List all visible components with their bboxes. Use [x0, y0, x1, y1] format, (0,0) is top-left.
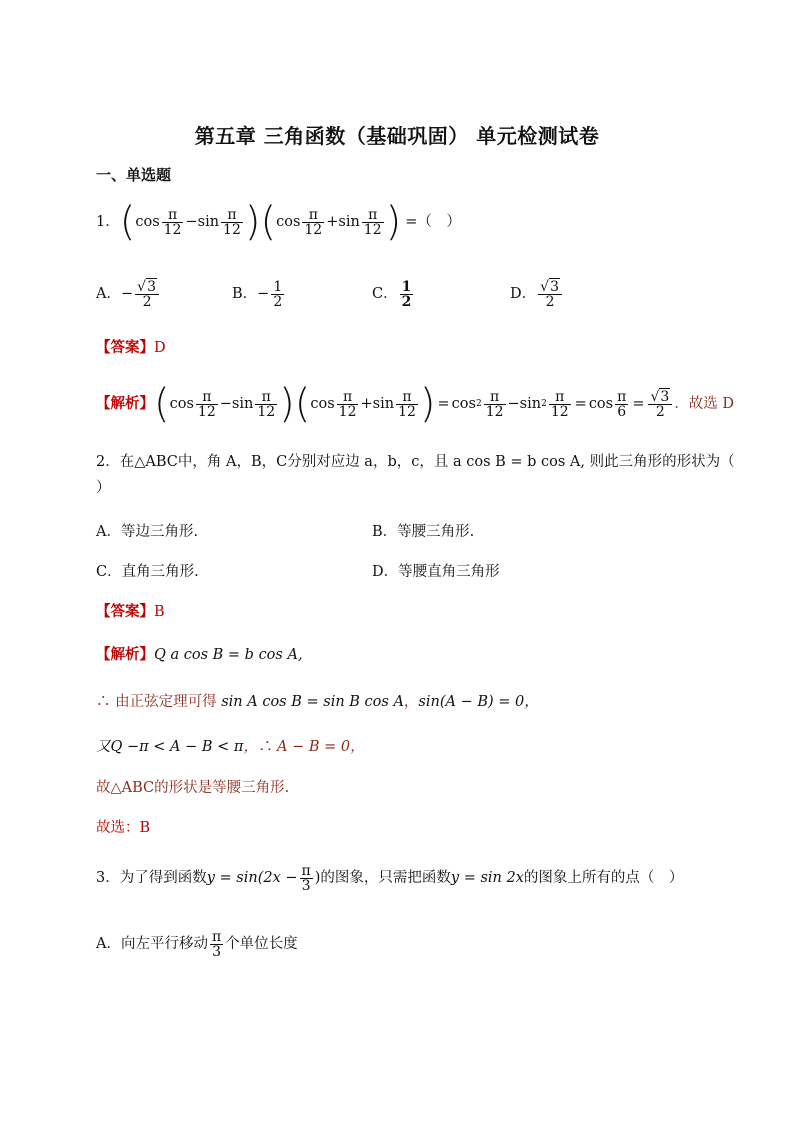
fraction: $\frac{\pi}{12}$ — [197, 388, 216, 420]
answer-value: B — [154, 604, 165, 620]
analysis-tag: 【解析】 — [96, 646, 154, 663]
question-2-stem: 2．在△ABC中，角 A，B，C分别对应边 a，b，c，且 a cos B = b cos A, 则此三角形的形状为（ — [96, 454, 735, 470]
square: 2 — [541, 399, 547, 409]
paren-open: ( — [154, 381, 170, 427]
option-c: C．直角三角形. — [96, 564, 199, 580]
fraction: $\frac{\pi}{12}$ — [550, 388, 569, 420]
fraction: $\frac{\pi}{12}$ — [304, 206, 323, 238]
answer-tag: 【答案】 — [96, 603, 154, 620]
paren-close: ) — [244, 199, 261, 245]
equals-blank: =（ ） — [405, 214, 461, 230]
square: 2 — [475, 399, 482, 409]
analysis-math: ，∴ A − B = 0， — [243, 739, 365, 755]
analysis-line — [96, 382, 734, 426]
option-d: D．等腰直角三角形 — [372, 564, 500, 580]
answer-line — [96, 338, 166, 358]
fraction: $\frac{\pi}{12}$ — [338, 388, 357, 420]
question-1 — [96, 200, 461, 244]
cos-text: cos — [169, 396, 194, 412]
stem-text: )的图象，只需把函数 — [314, 870, 451, 886]
stem-math: y = sin(2x − — [206, 870, 298, 886]
fraction: $\frac{√3}{2}$ — [135, 280, 159, 309]
fraction: $\frac{\pi}{12}$ — [257, 388, 276, 420]
option-d — [510, 274, 564, 314]
stem-math: y = sin 2x — [450, 870, 524, 886]
option-b — [232, 274, 286, 314]
option-label: C． — [372, 286, 398, 302]
fraction: $\frac{\pi}{12}$ — [363, 206, 382, 238]
analysis-line-4: 故△ABC的形状是等腰三角形. — [96, 780, 290, 796]
sin-text: sin — [372, 396, 395, 412]
plus: + — [360, 396, 373, 412]
paren-close: ) — [279, 381, 295, 427]
option-label: A．向左平行移动 — [96, 936, 208, 952]
paren-close: ) — [419, 381, 436, 427]
question-3-stem — [96, 858, 683, 898]
equals: = — [632, 396, 645, 412]
fraction: $\frac{1}{2}$ — [273, 278, 283, 310]
conclusion: ．故选 D — [674, 396, 735, 412]
sin-text: sin — [519, 396, 542, 412]
fraction: $\frac{\pi}{12}$ — [163, 206, 182, 238]
stem-text: 的图象上所有的点（ ） — [523, 870, 684, 886]
analysis-text: Q a cos B = b cos A, — [154, 647, 303, 663]
page-title: 第五章 三角函数（基础巩固） 单元检测试卷 — [194, 124, 600, 148]
option-b: B．等腰三角形. — [372, 524, 475, 540]
cos-text: cos — [588, 396, 614, 412]
paren-open: ( — [260, 199, 277, 245]
answer-value: D — [154, 340, 166, 356]
analysis-line-3 — [96, 737, 365, 757]
analysis-math: sin A cos B = sin B cos A — [216, 694, 404, 710]
question-2-stem-cont: ） — [96, 480, 111, 496]
fraction: $\frac{√3}{2}$ — [648, 390, 672, 419]
fraction: $\frac{1}{2}$ — [401, 278, 412, 310]
cos-text: cos — [276, 214, 301, 230]
minus: − — [219, 396, 232, 412]
option-label: D． — [510, 286, 537, 302]
analysis-math: sin(A − B) = 0， — [418, 694, 539, 710]
analysis-text: ∴ 由正弦定理可得 — [96, 694, 217, 710]
analysis-tag: 【解析】 — [96, 395, 154, 412]
analysis-line-2 — [96, 692, 539, 712]
fraction: $\frac{\pi}{12}$ — [485, 388, 504, 420]
sign: − — [257, 286, 270, 302]
equals: = — [437, 396, 450, 412]
fraction: $\frac{\pi}{6}$ — [617, 388, 627, 420]
fraction: $\frac{\pi}{3}$ — [211, 928, 222, 960]
option-label: A． — [96, 286, 121, 302]
plus: + — [326, 214, 339, 230]
analysis-line-1 — [96, 645, 303, 665]
equals: = — [574, 396, 587, 412]
cos-text: cos — [135, 214, 160, 230]
option-a — [96, 274, 161, 314]
option-a — [96, 924, 298, 964]
fraction: $\frac{\pi}{12}$ — [223, 206, 241, 238]
option-label: B． — [232, 286, 258, 302]
sin-text: sin — [338, 214, 360, 230]
analysis-line-5: 故选：B — [96, 820, 151, 836]
section-heading: 一、单选题 — [96, 166, 172, 184]
question-number: 1． — [96, 214, 120, 230]
cos-text: cos — [310, 396, 335, 412]
minus: − — [507, 396, 520, 412]
minus: − — [185, 214, 198, 230]
option-text: 个单位长度 — [225, 936, 298, 952]
sign: − — [120, 286, 134, 302]
paren-close: ) — [385, 199, 402, 245]
paren-open: ( — [119, 199, 136, 245]
analysis-math: 又Q −π < A − B < π — [96, 739, 244, 755]
sin-text: sin — [231, 396, 254, 412]
sin-text: sin — [197, 214, 220, 230]
cos-text: cos — [451, 396, 476, 412]
option-c — [372, 274, 415, 314]
fraction: $\frac{√3}{2}$ — [538, 280, 562, 309]
analysis-text: ， — [403, 694, 419, 710]
answer-tag: 【答案】 — [96, 339, 154, 356]
paren-open: ( — [294, 381, 311, 427]
option-a: A．等边三角形. — [96, 524, 199, 540]
stem-text: 3．为了得到函数 — [96, 870, 207, 886]
answer-line — [96, 602, 165, 622]
fraction: $\frac{\pi}{12}$ — [398, 388, 416, 420]
fraction: $\frac{\pi}{3}$ — [301, 862, 311, 894]
